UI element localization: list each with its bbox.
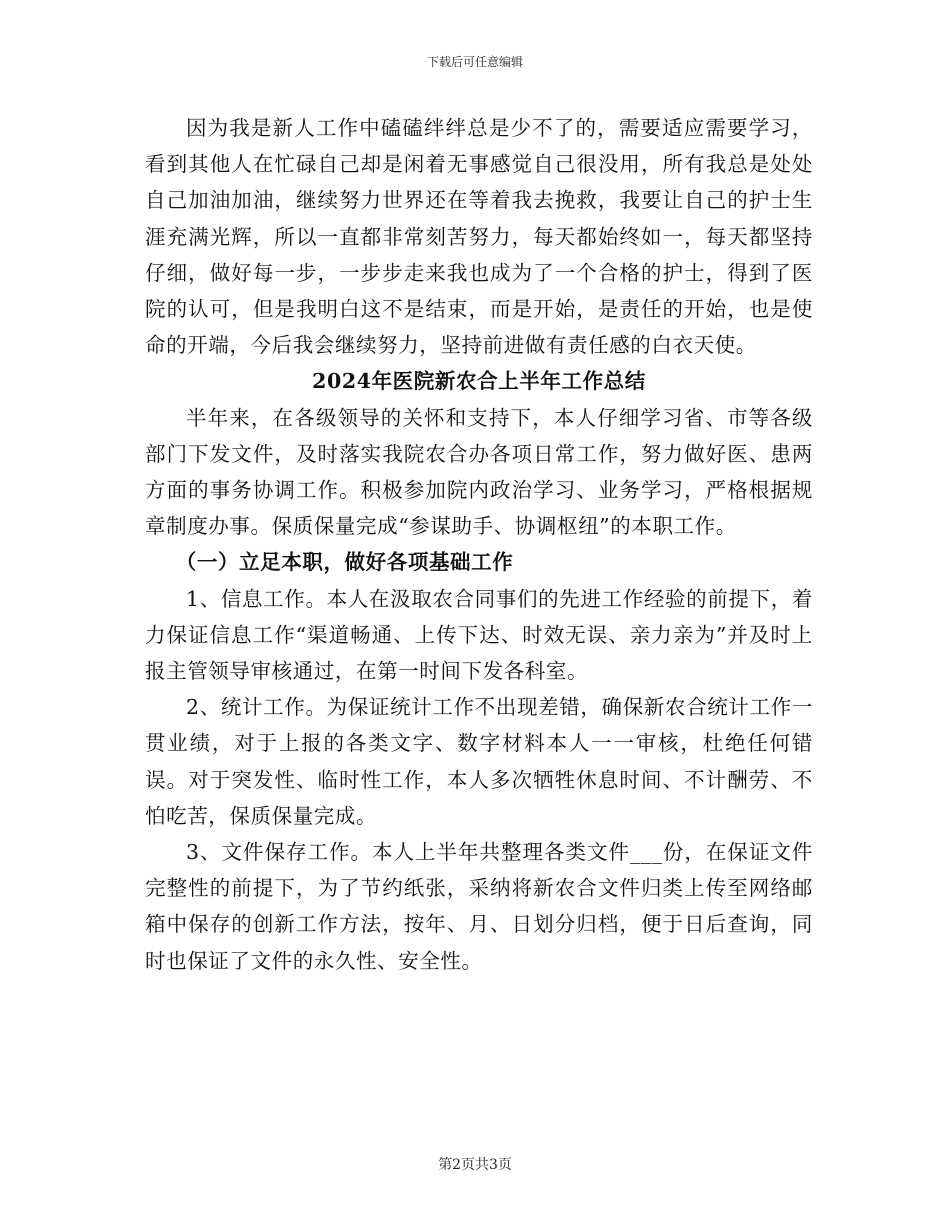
item-information-work: 1、信息工作。本人在汲取农合同事们的先进工作经验的前提下，着力保证信息工作“渠道畅通、上传下达、时效无误、亲力亲为”并及时上报主管领导审核通过，在第一时间下发各科室。 — [145, 586, 813, 684]
intro-paragraph: 因为我是新人工作中磕磕绊绊总是少不了的，需要适应需要学习，看到其他人在忙碌自己却是闲着无事感觉自己很没用，所有我总是处处自己加油加油，继续努力世界还在等着我去挽救，我要让自己的护士生涯充满光辉，所以一直都非常刻苦努力，每天都始终如一，每天都坚持仔细，做好每一步，一步步走来我也成为了一个合格的护士，得到了医院的认可，但是我明白这不是结束，而是开始，是责任的开始，也是使命的开端，今后我会继续努力，坚持前进做有责任感的白衣天使。 — [145, 116, 813, 358]
item-file-storage-work: 3、文件保存工作。本人上半年共整理各类文件___份，在保证文件完整性的前提下，为了节约纸张，采纳将新农合文件归类上传至网络邮箱中保存的创新工作方法，按年、月、日划分归档，便于日后查询，同时也保证了文件的永久性、安全性。 — [145, 840, 813, 973]
summary-paragraph: 半年来，在各级领导的关怀和支持下，本人仔细学习省、市等各级部门下发文件，及时落实我院农合办各项日常工作，努力做好医、患两方面的事务协调工作。积极参加院内政治学习、业务学习，严格根据规章制度办事。保质保量完成“参谋助手、协调枢纽”的本职工作。 — [145, 405, 813, 539]
page-header-note: 下载后可任意编辑 — [426, 55, 523, 69]
item-statistics-work: 2、统计工作。为保证统计工作不出现差错，确保新农合统计工作一贯业绩，对于上报的各类文字、数字材料本人一一审核，杜绝任何错误。对于突发性、临时性工作，本人多次牺牲休息时间、不计酬劳、不怕吃苦，保质保量完成。 — [145, 695, 813, 828]
document-body — [145, 110, 813, 979]
document-title: 2024年医院新农合上半年工作总结 — [312, 369, 646, 394]
page-number: 第2页共3页 — [438, 1157, 512, 1173]
section-heading: （一）立足本职，做好各项基础工作 — [175, 550, 514, 575]
